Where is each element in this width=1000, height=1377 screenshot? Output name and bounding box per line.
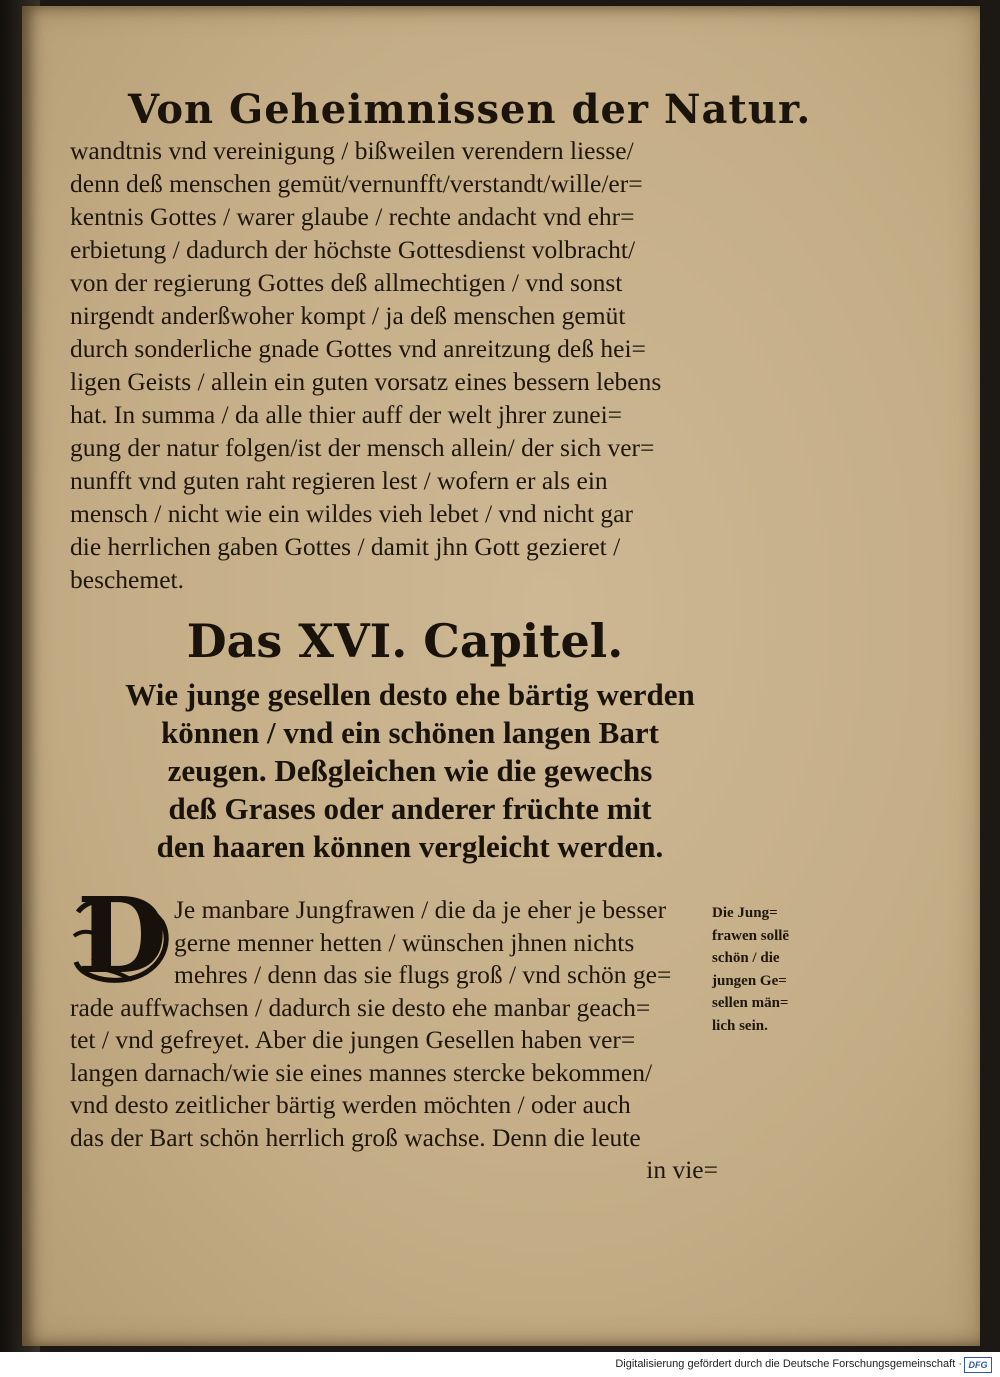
text-line: erbietung / dadurch der höchste Gottesdienst volbracht/: [70, 235, 636, 264]
text-line: mensch / nicht wie ein wildes vieh lebet / vnd nicht gar: [70, 499, 633, 528]
marginal-note-line: lich sein.: [712, 1017, 768, 1034]
marginal-note-line: jungen Ge=: [712, 972, 787, 989]
catchword: in vie=: [646, 1155, 718, 1184]
marginal-note-line: schön / die: [712, 950, 780, 966]
chapter-title: [110, 676, 710, 866]
running-head: Von Geheimnissen der Natur.: [128, 86, 812, 133]
text-line: hat. In summa / da alle thier auff der welt jhrer zunei=: [70, 400, 623, 429]
text-line: tet / vnd gefreyet. Aber die jungen Gesellen haben ver=: [70, 1025, 636, 1054]
marginal-note-line: frawen sollē: [712, 927, 790, 944]
funding-credit: Digitalisierung gefördert durch die Deutsche Forschungsgemeinschaft ·: [615, 1358, 962, 1370]
chapter-title-line: können / vnd ein schönen langen Bart: [161, 715, 659, 750]
text-line: kentnis Gottes / warer glaube / rechte andacht vnd ehr=: [70, 202, 635, 231]
marginal-note-line: Die Jung=: [712, 905, 778, 921]
text-line: die herrlichen gaben Gottes / damit jhn Gott gezieret /: [70, 532, 621, 561]
chapter-title-line: zeugen. Deßgleichen wie die gewechs: [167, 753, 653, 788]
text-line: ligen Geists / allein ein guten vorsatz eines bessern lebens: [70, 367, 662, 396]
text-line: denn deß menschen gemüt/vernunfft/verstandt/wille/er=: [70, 169, 643, 198]
text-line: rade auffwachsen / dadurch sie desto ehe manbar geach=: [70, 992, 651, 1022]
text-line: mehres / denn das sie flugs groß / vnd schön ge=: [174, 960, 672, 989]
marginal-note-line: sellen män=: [712, 995, 789, 1011]
text-line: vnd desto zeitlicher bärtig werden möchten / oder auch: [70, 1090, 631, 1119]
marginal-note: [712, 902, 804, 1037]
text-line: von der regierung Gottes deß allmechtigen / vnd sonst: [70, 268, 623, 297]
chapter-paragraph: [70, 894, 718, 1187]
top-text-block: [70, 134, 718, 596]
chapter-title-line: deß Grases oder anderer früchte mit: [168, 791, 652, 826]
text-line: gung der natur folgen/ist der mensch allein/ der sich ver=: [70, 433, 655, 462]
text-line: durch sonderliche gnade Gottes vnd anreitzung deß hei=: [70, 334, 646, 363]
text-line: beschemet.: [70, 565, 184, 594]
chapter-title-line: Wie junge gesellen desto ehe bärtig werden: [125, 677, 695, 712]
text-line: gerne menner hetten / wünschen jhnen nichts: [174, 927, 635, 957]
chapter-title-line: den haaren können vergleicht werden.: [156, 829, 664, 864]
text-line: langen darnach/wie sie eines mannes stercke bekommen/: [70, 1057, 653, 1087]
dfg-logo-icon: DFG: [964, 1357, 992, 1373]
text-line: nirgendt anderßwoher kompt / ja deß menschen gemüt: [70, 301, 626, 330]
text-line: nunfft vnd guten raht regieren lest / wofern er als ein: [70, 466, 608, 495]
text-line: Je manbare Jungfrawen / die da je eher je besser: [174, 895, 667, 924]
text-line: wandtnis vnd vereinigung / bißweilen verendern liesse/: [70, 136, 634, 165]
chapter-heading: Das XVI. Capitel.: [186, 614, 624, 668]
text-line: das der Bart schön herrlich groß wachse. Denn die leute: [70, 1122, 641, 1152]
initial-letter: D: [76, 874, 168, 997]
